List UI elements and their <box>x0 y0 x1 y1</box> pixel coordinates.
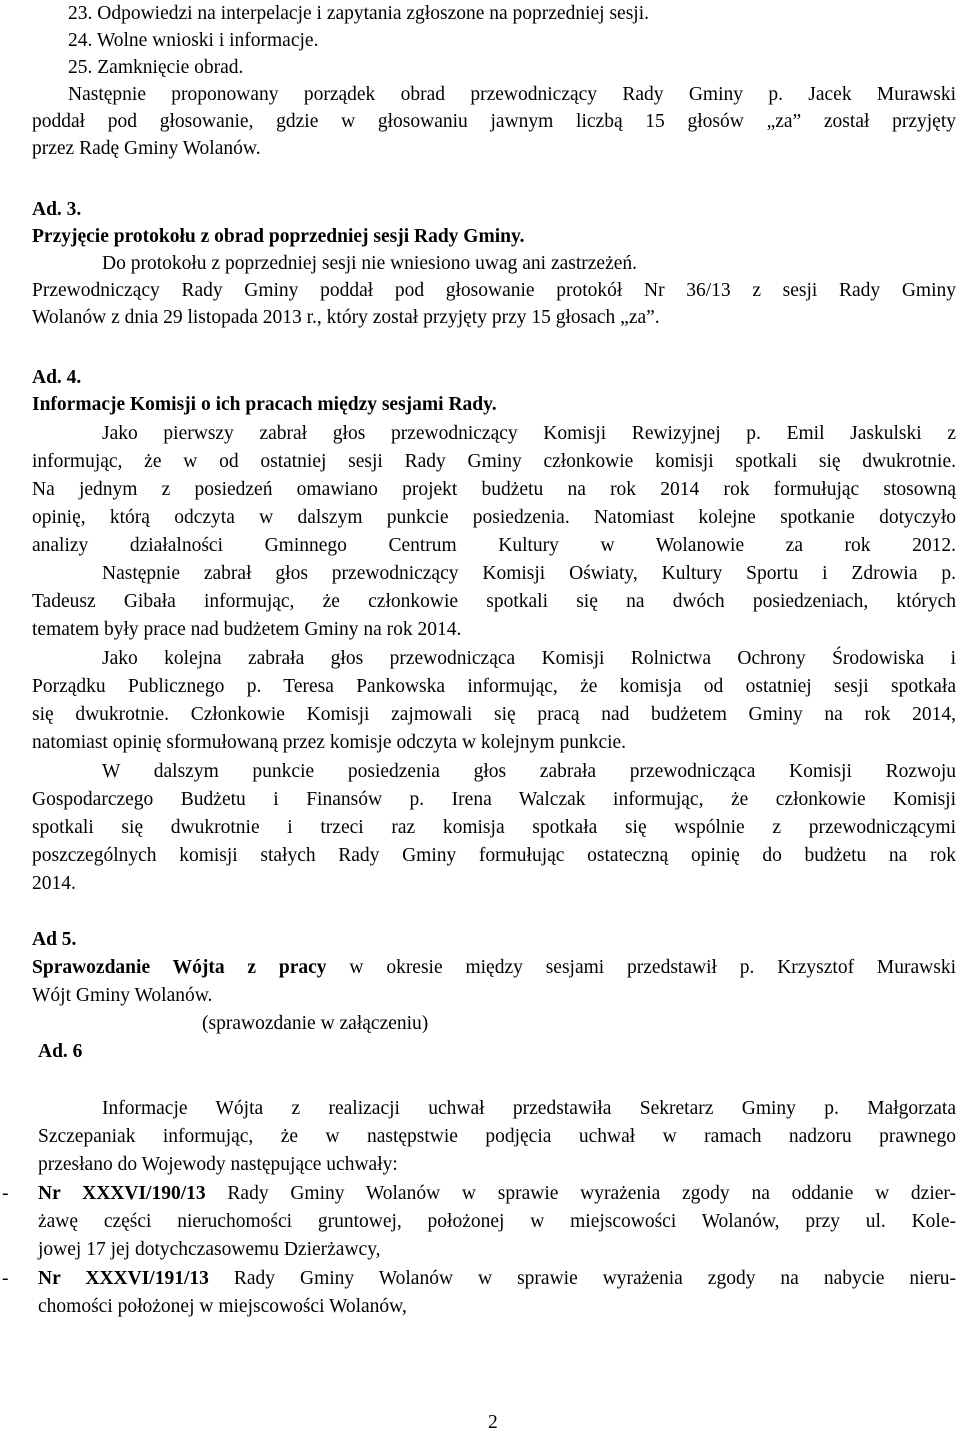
resolution-item-line: żawę części nieruchomości gruntowej, położonej w miejscowości Wolanów, przy ul. Kole- <box>38 1211 956 1232</box>
ad3-text-line: Przewodniczący Rady Gminy poddał pod głosowanie protokół Nr 36/13 z sesji Rady Gminy <box>32 280 956 301</box>
list-bullet: - <box>2 1268 9 1289</box>
ad5-title: Sprawozdanie Wójta z pracy <box>32 957 327 978</box>
resolution-text: Rady Gminy Wolanów w sprawie wyrażenia zgody na oddanie w dzier- <box>205 1183 957 1204</box>
ad3-text-line: Do protokołu z poprzedniej sesji nie wniesiono uwag ani zastrzeżeń. <box>102 253 638 274</box>
ad4-text-line: 2014. <box>32 873 76 894</box>
resolution-item-line <box>38 1265 956 1292</box>
ad3-title: Przyjęcie protokołu z obrad poprzedniej sesji Rady Gminy. <box>32 226 525 247</box>
ad6-text-line: Informacje Wójta z realizacji uchwał przedstawiła Sekretarz Gminy p. Małgorzata <box>102 1098 956 1119</box>
ad4-title: Informacje Komisji o ich pracach między sesjami Rady. <box>32 394 497 415</box>
ad4-text-line: Jako pierwszy zabrał głos przewodniczący Komisji Rewizyjnej p. Emil Jaskulski z <box>102 423 956 444</box>
ad4-text-line: natomiast opinię sformułowaną przez komisje odczyta w kolejnym punkcie. <box>32 732 627 753</box>
agenda-item-25: 25. Zamknięcie obrad. <box>68 57 244 78</box>
ad4-text-line: Porządku Publicznego p. Teresa Pankowska informując, że komisja od ostatniej sesji spotkała <box>32 676 956 697</box>
ad4-text-line: się dwukrotnie. Członkowie Komisji zajmowali się pracą nad budżetem Gminy na rok 2014, <box>32 704 956 725</box>
resolution-item-line: jowej 17 jej dotychczasowemu Dzierżawcy, <box>38 1239 381 1260</box>
ad6-heading: Ad. 6 <box>38 1041 83 1062</box>
ad3-heading: Ad. 3. <box>32 199 82 220</box>
ad4-text-line: tematem były prace nad budżetem Gminy na rok 2014. <box>32 619 462 640</box>
ad4-text-line: Na jednym z posiedzeń omawiano projekt budżetu na rok 2014 rok formułując stosowną <box>32 479 956 500</box>
ad3-text-line: Wolanów z dnia 29 listopada 2013 r., który został przyjęty przy 15 głosach „za”. <box>32 307 660 328</box>
agenda-vote-line: poddał pod głosowanie, gdzie w głosowaniu jawnym liczbą 15 głosów „za” został przyjęty <box>32 111 956 132</box>
ad5-title-line <box>32 954 956 981</box>
agenda-vote-line: Następnie proponowany porządek obrad przewodniczący Rady Gminy p. Jacek Murawski <box>68 84 956 105</box>
ad4-text-line: poszczególnych komisji stałych Rady Gminy formułując ostateczną opinię do budżetu na rok <box>32 845 956 866</box>
ad4-text-line: informując, że w od ostatniej sesji Rady Gminy członkowie komisji spotkali się dwukrotnie. <box>32 451 956 472</box>
ad4-text-line: Gospodarczego Budżetu i Finansów p. Irena Walczak informując, że członkowie Komisji <box>32 789 956 810</box>
ad4-text-line: Tadeusz Gibała informując, że członkowie spotkali się na dwóch posiedzeniach, których <box>32 591 956 612</box>
list-bullet: - <box>2 1183 9 1204</box>
resolution-item-line <box>38 1180 956 1207</box>
agenda-item-24: 24. Wolne wnioski i informacje. <box>68 30 319 51</box>
ad4-text-line: W dalszym punkcie posiedzenia głos zabrała przewodnicząca Komisji Rozwoju <box>102 761 956 782</box>
ad5-attachment-note: (sprawozdanie w załączeniu) <box>202 1013 429 1034</box>
ad4-text-line: Jako kolejna zabrała głos przewodnicząca Komisji Rolnictwa Ochrony Środowiska i <box>102 648 956 669</box>
resolution-number: Nr XXXVI/191/13 <box>38 1268 209 1289</box>
page-number: 2 <box>488 1412 498 1433</box>
ad6-text-line: przesłano do Wojewody następujące uchwały: <box>38 1154 398 1175</box>
agenda-item-23: 23. Odpowiedzi na interpelacje i zapytania zgłoszone na poprzedniej sesji. <box>68 3 649 24</box>
ad4-text-line: spotkali się dwukrotnie i trzeci raz komisja spotkała się wspólnie z przewodniczącymi <box>32 817 956 838</box>
resolution-text: Rady Gminy Wolanów w sprawie wyrażenia zgody na nabycie nieru- <box>208 1268 956 1289</box>
agenda-vote-line: przez Radę Gminy Wolanów. <box>32 138 261 159</box>
ad5-title-rest: w okresie między sesjami przedstawił p. Krzysztof Murawski <box>326 957 957 978</box>
resolution-number: Nr XXXVI/190/13 <box>38 1183 206 1204</box>
ad4-heading: Ad. 4. <box>32 367 82 388</box>
ad6-text-line: Szczepaniak informując, że w następstwie podjęcia uchwał w ramach nadzoru prawnego <box>38 1126 956 1147</box>
ad5-heading: Ad 5. <box>32 929 77 950</box>
ad5-line2: Wójt Gminy Wolanów. <box>32 985 213 1006</box>
ad4-text-line: Następnie zabrał głos przewodniczący Komisji Oświaty, Kultury Sportu i Zdrowia p. <box>102 563 956 584</box>
ad4-text-line: analizy działalności Gminnego Centrum Kultury w Wolanowie za rok 2012. <box>32 535 956 556</box>
resolution-item-line: chomości położonej w miejscowości Wolanów, <box>38 1296 407 1317</box>
ad4-text-line: opinię, którą odczyta w dalszym punkcie posiedzenia. Natomiast kolejne spotkanie dotyczyło <box>32 507 956 528</box>
